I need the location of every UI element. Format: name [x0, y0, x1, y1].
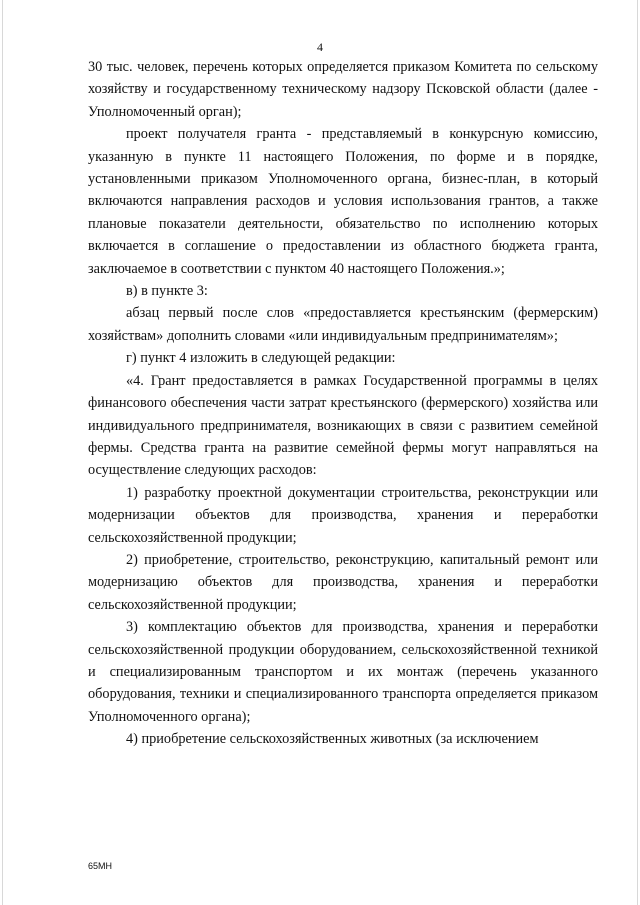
list-item-3: 3) комплектацию объектов для производства, хранения и переработки сельскохозяйственной продукции оборудованием, сельскохозяйственной техникой и специализированным транспортом и их монтаж (перечень указанного оборудования, техники и специализированного транспорта определяется приказом Уполномоченного органа);: [88, 619, 598, 725]
document-body: [88, 56, 598, 751]
paragraph-first-abzac-amendment: абзац первый после слов «предоставляется крестьянским (фермерским) хозяйствам» дополнить словами «или индивидуальным предпринимателям»;: [88, 305, 598, 344]
paragraph-grant-project-definition: проект получателя гранта - представляемый в конкурсную комиссию, указанную в пункте 11 настоящего Положения, по форме и в порядке, установленными приказом Уполномоченного органа, бизнес-план, в который включаются направления расходов и условия использования грантов, а также плановые показатели деятельности, обязательство по исполнению которых включается в соглашение о предоставлении из областного бюджета гранта, заключаемое в соответствии с пунктом 40 настоящего Положения.»;: [88, 126, 598, 277]
paragraph-item-g: г) пункт 4 изложить в следующей редакции:: [126, 350, 396, 367]
list-item-1: 1) разработку проектной документации строительства, реконструкции или модернизации объектов для производства, хранения и переработки сельскохозяйственной продукции;: [88, 484, 598, 546]
scan-edge-right: [637, 0, 638, 905]
paragraph-continuation: 30 тыс. человек, перечень которых определяется приказом Комитета по сельскому хозяйству и государственному техническому надзору Псковской области (далее - Уполномоченный орган);: [88, 59, 598, 120]
list-item-2: 2) приобретение, строительство, реконструкцию, капитальный ремонт или модернизацию объектов для производства, хранения и переработки сельскохозяйственной продукции;: [88, 551, 598, 613]
paragraph-item-v: в) в пункте 3:: [126, 283, 208, 300]
scan-edge-left: [2, 0, 3, 905]
list-item-4: 4) приобретение сельскохозяйственных животных (за исключением: [126, 731, 539, 748]
paragraph-clause-4: «4. Грант предоставляется в рамках Государственной программы в целях финансового обеспечения части затрат крестьянского (фермерского) хозяйства или индивидуального предпринимателя, возникающих в связи с развитием семейной фермы. Средства гранта на развитие семейной фермы могут направляться на осуществление следующих расходов:: [88, 372, 598, 479]
document-code: 65МН: [88, 861, 113, 871]
page-number: 4: [317, 40, 323, 54]
